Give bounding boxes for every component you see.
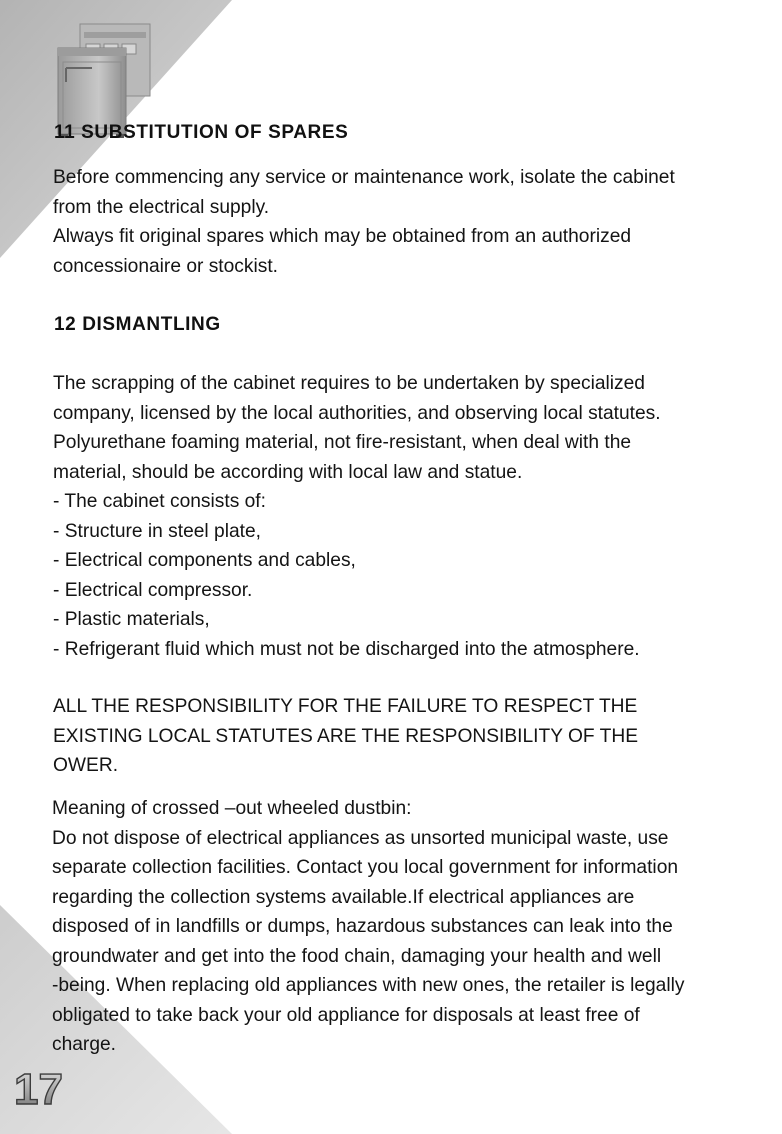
section-12-title: 12 DISMANTLING: [54, 314, 221, 335]
dustbin-line: regarding the collection systems available.If electrical appliances are: [52, 886, 635, 908]
section-11-line: concessionaire or stockist.: [53, 255, 279, 277]
dustbin-line: Do not dispose of electrical appliances as unsorted municipal waste, use: [52, 827, 669, 849]
section-11-body: [53, 163, 675, 281]
section-12-body: [53, 369, 661, 664]
dustbin-line: obligated to take back your old appliance for disposals at least free of: [52, 1004, 640, 1026]
section-12-line: - The cabinet consists of:: [53, 491, 266, 512]
section-12-line: - Structure in steel plate,: [53, 520, 261, 542]
dustbin-line: charge.: [52, 1034, 116, 1055]
responsibility-line: EXISTING LOCAL STATUTES ARE THE RESPONSIBILITY OF THE: [53, 725, 638, 747]
section-11-title: 11 SUBSTITUTION OF SPARES: [54, 122, 349, 143]
dustbin-line: groundwater and get into the food chain, damaging your health and well: [52, 945, 662, 967]
section-11-line: from the electrical supply.: [53, 196, 270, 218]
section-12-line: - Refrigerant fluid which must not be discharged into the atmosphere.: [53, 638, 640, 660]
section-12-line: company, licensed by the local authorities, and observing local statutes.: [53, 402, 661, 424]
page-number-text: 17: [14, 1065, 63, 1112]
page-number: [12, 1062, 82, 1112]
section-12-line: - Electrical components and cables,: [53, 550, 356, 571]
responsibility-notice: [53, 692, 638, 781]
section-12-line: - Electrical compressor.: [53, 579, 253, 601]
responsibility-line: ALL THE RESPONSIBILITY FOR THE FAILURE TO RESPECT THE: [53, 696, 638, 717]
responsibility-line: OWER.: [53, 755, 119, 776]
section-12-line: - Plastic materials,: [53, 609, 210, 630]
dustbin-line: separate collection facilities. Contact you local government for information: [52, 857, 679, 878]
dustbin-line: disposed of in landfills or dumps, hazardous substances can leak into the: [52, 916, 673, 937]
section-12-line: material, should be according with local law and statue.: [53, 461, 523, 483]
dustbin-notice: [52, 794, 684, 1060]
dustbin-line: Meaning of crossed –out wheeled dustbin:: [52, 798, 412, 819]
section-12-line: Polyurethane foaming material, not fire-resistant, when deal with the: [53, 432, 632, 453]
section-11-line: Before commencing any service or maintenance work, isolate the cabinet: [53, 167, 675, 188]
dustbin-line: -being. When replacing old appliances with new ones, the retailer is legally: [52, 975, 685, 996]
section-12-line: The scrapping of the cabinet requires to be undertaken by specialized: [53, 373, 645, 394]
section-11-line: Always fit original spares which may be obtained from an authorized: [53, 226, 632, 247]
